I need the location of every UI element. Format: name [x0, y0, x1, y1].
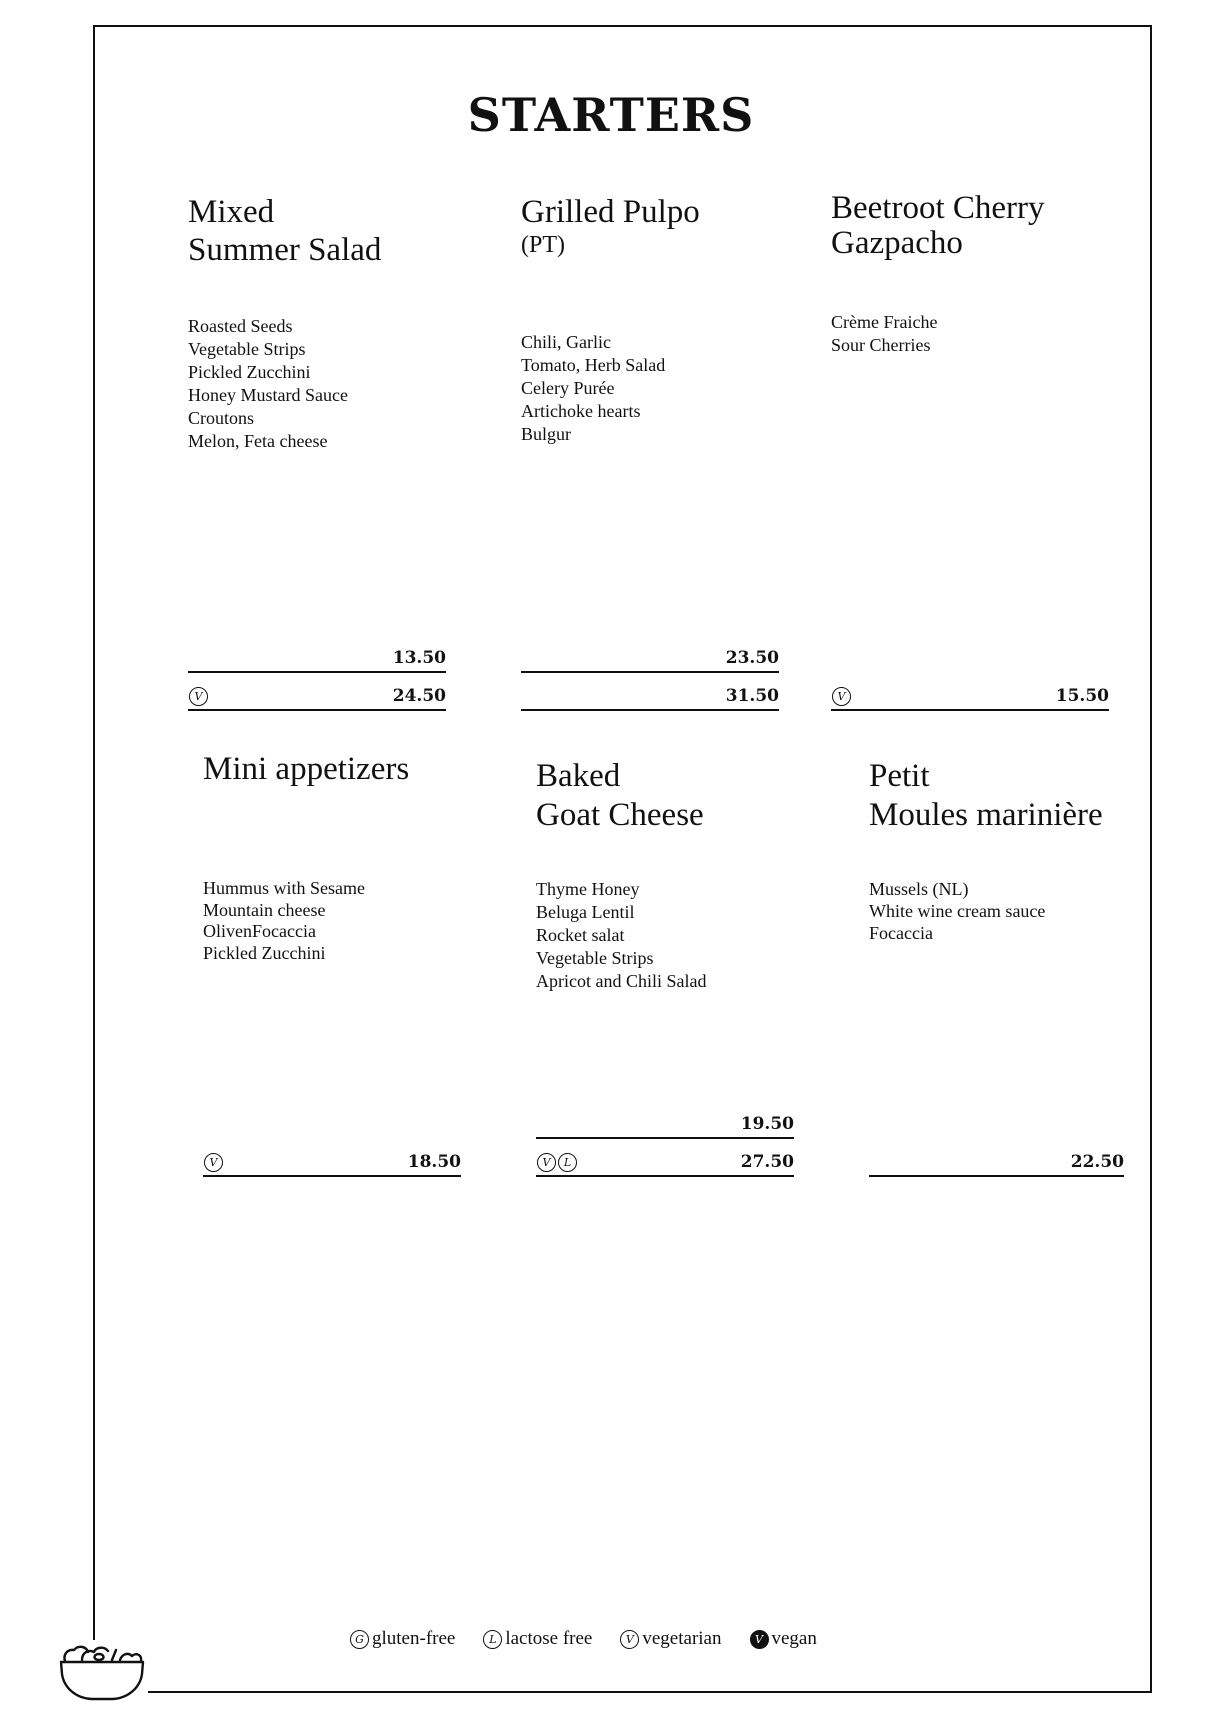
- price-row: [521, 679, 779, 711]
- ingredient: Mountain cheese: [203, 899, 326, 920]
- ingredient: Apricot and Chili Salad: [536, 971, 707, 991]
- menu-item-baked-goat-cheese: [536, 757, 796, 1172]
- ingredient-list: [536, 878, 706, 993]
- legend-label: lactose free: [505, 1628, 593, 1649]
- menu-item-petit-moules-mariniere: [869, 757, 1139, 1172]
- lactose-free-icon: L: [483, 1630, 502, 1649]
- gluten-free-icon: G: [350, 1630, 369, 1649]
- ingredient: Crème Fraiche: [831, 312, 938, 332]
- legend-vegan: [750, 1628, 817, 1650]
- diet-legend: [350, 1628, 845, 1650]
- ingredient: Melon, Feta cheese: [188, 431, 328, 451]
- ingredient: Vegetable Strips: [536, 948, 654, 968]
- price: 18.50: [407, 1152, 461, 1172]
- legend-gluten-free: [350, 1628, 455, 1650]
- ingredient: Beluga Lentil: [536, 902, 635, 922]
- vegan-icon: V: [750, 1630, 769, 1649]
- item-name: Mixed Summer Salad: [188, 194, 382, 268]
- ingredient-list: [831, 311, 937, 357]
- menu-item-mini-appetizers: [203, 750, 463, 1172]
- item-name: Mini appetizers: [203, 751, 410, 787]
- vegetarian-icon: V: [189, 687, 208, 706]
- page-frame: [93, 25, 1152, 1693]
- item-origin: (PT): [521, 232, 565, 258]
- ingredient: Croutons: [188, 408, 255, 428]
- item-name: Grilled Pulpo: [521, 194, 700, 230]
- ingredient-list: [521, 331, 665, 446]
- price: 22.50: [1070, 1152, 1124, 1172]
- price-row: [203, 1145, 461, 1177]
- ingredient-list: [869, 878, 1045, 944]
- ingredient: Pickled Zucchini: [203, 942, 326, 963]
- price: 31.50: [725, 686, 779, 706]
- ingredient: Sour Cherries: [831, 335, 931, 355]
- price-row: [188, 679, 446, 711]
- ingredient: Tomato, Herb Salad: [521, 355, 666, 375]
- lactose-free-icon: L: [558, 1153, 577, 1172]
- salad-bowl-icon: [58, 1640, 148, 1702]
- ingredient: Rocket salat: [536, 925, 625, 945]
- item-name: Beetroot Cherry Gazpacho: [831, 190, 1045, 261]
- ingredient: Vegetable Strips: [188, 339, 306, 359]
- ingredient: OlivenFocaccia: [203, 921, 316, 941]
- legend-label: gluten-free: [372, 1628, 456, 1649]
- price: 13.50: [392, 648, 446, 668]
- price: 27.50: [740, 1152, 794, 1172]
- ingredient: Hummus with Sesame: [203, 878, 365, 898]
- vegetarian-icon: V: [832, 687, 851, 706]
- ingredient: White wine cream sauce: [869, 901, 1046, 921]
- price-row: [831, 679, 1109, 711]
- item-name: Baked Goat Cheese: [536, 758, 704, 833]
- price: 23.50: [725, 648, 779, 668]
- ingredient: Mussels (NL): [869, 879, 969, 899]
- ingredient: Celery Purée: [521, 378, 615, 398]
- ingredient: Honey Mustard Sauce: [188, 385, 348, 405]
- price-row: [188, 641, 446, 673]
- ingredient: Chili, Garlic: [521, 332, 611, 352]
- vegetarian-icon: V: [620, 1630, 639, 1649]
- ingredient-list: [203, 878, 365, 964]
- diet-badges: [189, 687, 208, 706]
- price: 15.50: [1055, 686, 1109, 706]
- item-name: Petit Moules marinière: [869, 758, 1103, 833]
- legend-label: vegetarian: [642, 1628, 722, 1649]
- legend-lactose-free: [483, 1628, 592, 1650]
- ingredient: Bulgur: [521, 424, 572, 444]
- legend-label: vegan: [771, 1628, 817, 1649]
- menu-item-beetroot-cherry-gazpacho: [831, 190, 1111, 706]
- vegetarian-icon: V: [204, 1153, 223, 1172]
- price-row: [869, 1145, 1124, 1177]
- price-row: [536, 1107, 794, 1139]
- price: 19.50: [740, 1114, 794, 1134]
- page-title: STARTERS: [467, 88, 755, 142]
- price: 24.50: [392, 686, 446, 706]
- salad-bowl-icon-graphic: [58, 1640, 148, 1702]
- vegetarian-icon: V: [537, 1153, 556, 1172]
- diet-badges: [537, 1153, 577, 1172]
- legend-vegetarian: [620, 1628, 721, 1650]
- price-row: [521, 641, 779, 673]
- menu-item-grilled-pulpo: [521, 193, 781, 706]
- price-row: [536, 1145, 794, 1177]
- ingredient: Focaccia: [869, 923, 933, 943]
- diet-badges: [204, 1153, 223, 1172]
- ingredient: Pickled Zucchini: [188, 362, 311, 382]
- diet-badges: [832, 687, 851, 706]
- ingredient: Thyme Honey: [536, 879, 640, 899]
- ingredient: Roasted Seeds: [188, 316, 293, 336]
- ingredient: Artichoke hearts: [521, 401, 641, 421]
- menu-item-mixed-summer-salad: [188, 193, 448, 706]
- ingredient-list: [188, 315, 348, 453]
